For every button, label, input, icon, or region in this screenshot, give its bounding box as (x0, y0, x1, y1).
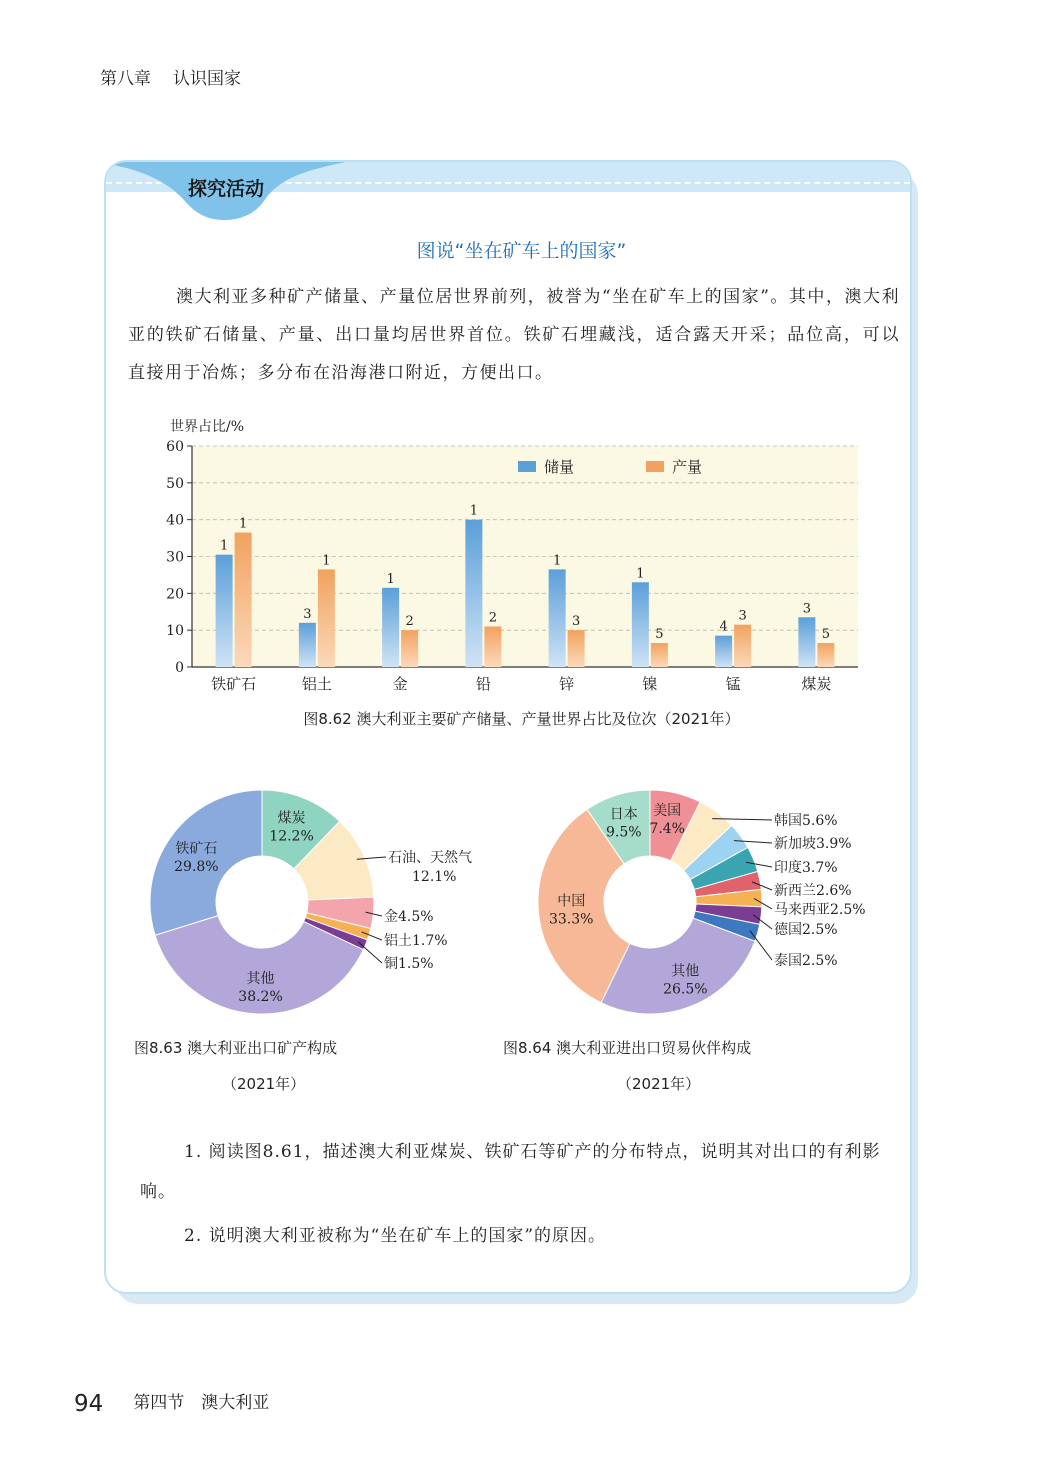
legend-label: 储量 (544, 458, 575, 476)
intro-paragraph (128, 278, 900, 392)
caption-fig862: 图8.62 澳大利亚主要矿产储量、产量世界占比及位次（2021年） (303, 710, 740, 728)
bar-rank-label: 4 (719, 619, 728, 635)
question-2-text: 2. 说明澳大利亚被称为“坐在矿车上的国家”的原因。 (184, 1226, 607, 1246)
slice-value-label: 38.2% (238, 988, 283, 1005)
y-tick-label: 10 (166, 623, 184, 640)
slice-name-label: 石油、天然气 (388, 850, 472, 866)
page-footer (74, 1388, 269, 1417)
paragraph-rest: 其中，澳大利亚的铁矿石储量、产量、出口量均居世界首位。铁矿石埋藏浅，适合露天开采；品位高，可以直接用于冶炼；多分布在沿海港口附近，方便出口。 (128, 287, 900, 383)
bar-reserve (715, 636, 732, 667)
slice-label: 马来西亚2.5% (774, 902, 866, 918)
caption-fig864-year: （2021年） (617, 1075, 701, 1093)
slice-value-label: 33.3% (548, 911, 594, 928)
donut-chart-fig864 (520, 780, 900, 1030)
slice-label: 泰国2.5% (774, 953, 838, 969)
bar-rank-label: 5 (821, 627, 831, 643)
x-tick-label: 金 (392, 675, 408, 693)
bar-production (235, 533, 252, 667)
legend-swatch (646, 461, 664, 472)
activity-label: 探究活动 (188, 178, 265, 200)
caption-fig863-year: （2021年） (222, 1075, 306, 1093)
slice-label: 韩国5.6% (774, 813, 838, 829)
slice-name-label: 煤炭 (277, 810, 306, 827)
paragraph-line-1: 澳大利亚多种矿产储量、产量位居世界前列，被誉为“坐在矿车上的国家”。 (176, 287, 789, 307)
bar-reserve (549, 569, 566, 667)
legend-label: 产量 (672, 458, 703, 476)
bar-production (401, 630, 418, 667)
slice-label: 新西兰2.6% (774, 883, 852, 899)
x-tick-label: 锰 (725, 675, 741, 693)
x-tick-label: 铝土 (301, 675, 332, 693)
x-tick-label: 铁矿石 (211, 675, 257, 693)
bar-reserve (216, 555, 233, 667)
y-tick-label: 60 (166, 439, 184, 455)
slice-label: 德国2.5% (774, 922, 838, 938)
question-1-text: 1. 阅读图8.61，描述澳大利亚煤炭、铁矿石等矿产的分布特点，说明其对出口的有利影响。 (140, 1142, 881, 1202)
slice-name-label: 其他 (671, 963, 700, 980)
bar-production (484, 626, 501, 667)
slice-value-label: 29.8% (174, 859, 219, 876)
slice-value-label: 9.5% (605, 824, 642, 841)
bar-rank-label: 2 (405, 614, 414, 630)
legend-swatch (518, 461, 536, 472)
x-tick-label: 锌 (559, 675, 575, 693)
bar-rank-label: 3 (738, 608, 747, 624)
chapter-title: 认识国家 (173, 69, 241, 89)
bar-rank-label: 5 (655, 627, 664, 643)
x-tick-label: 镍 (642, 675, 658, 693)
y-tick-label: 30 (166, 549, 184, 566)
slice-name-label: 其他 (246, 970, 275, 987)
slice-label: 新加坡3.9% (774, 836, 852, 852)
slice-name-label: 美国 (653, 803, 682, 820)
slice-value-label: 26.5% (663, 981, 708, 998)
bar-production (568, 630, 585, 667)
slice-value-label: 12.1% (412, 869, 457, 885)
bar-rank-label: 1 (386, 571, 395, 587)
y-tick-label: 50 (166, 475, 184, 492)
y-tick-label: 40 (166, 512, 184, 529)
slice-label: 铝土1.7% (384, 933, 448, 949)
y-axis-label: 世界占比/% (170, 419, 245, 435)
activity-title: 图说“坐在矿车上的国家” (416, 240, 627, 262)
bar-rank-label: 3 (303, 606, 312, 622)
slice-name-label: 日本 (609, 806, 638, 823)
bar-reserve (299, 623, 316, 667)
y-tick-label: 0 (175, 660, 184, 676)
bar-reserve (382, 588, 399, 667)
slice-value-label: 7.4% (649, 821, 685, 838)
bar-rank-label: 3 (802, 601, 812, 617)
page-number: 94 (74, 1391, 104, 1417)
slice-name-label: 中国 (557, 893, 586, 910)
running-header (100, 64, 241, 89)
bar-production (734, 625, 751, 667)
bar-production (651, 643, 668, 667)
bar-production (817, 643, 834, 667)
bar-rank-label: 1 (238, 516, 248, 532)
y-tick-label: 20 (166, 586, 184, 603)
x-tick-label: 煤炭 (801, 675, 832, 693)
bar-rank-label: 1 (469, 503, 479, 519)
footer-section: 第四节 澳大利亚 (133, 1393, 270, 1413)
x-tick-label: 铅 (475, 675, 491, 693)
slice-name-label: 铁矿石 (175, 841, 218, 858)
chapter-number: 第八章 (100, 69, 151, 89)
question-2 (140, 1216, 884, 1256)
question-1 (140, 1132, 884, 1212)
caption-fig863: 图8.63 澳大利亚出口矿产构成 (134, 1039, 338, 1057)
slice-label: 金4.5% (384, 909, 434, 925)
bar-production (318, 569, 335, 667)
bar-rank-label: 1 (636, 566, 645, 582)
slice-label: 铜1.5% (384, 956, 434, 972)
bar-reserve (465, 520, 482, 667)
slice-value-label: 12.2% (269, 828, 314, 845)
bar-rank-label: 3 (571, 614, 581, 630)
bar-chart-fig862 (160, 412, 880, 700)
donut-chart-fig863 (130, 780, 510, 1030)
caption-fig864: 图8.64 澳大利亚进出口贸易伙伴构成 (503, 1039, 752, 1057)
bar-rank-label: 2 (488, 610, 498, 626)
bar-reserve (798, 617, 815, 667)
bar-rank-label: 1 (219, 538, 229, 554)
bar-rank-label: 1 (322, 553, 331, 569)
bar-rank-label: 1 (552, 553, 562, 569)
bar-reserve (632, 582, 649, 667)
slice-label: 印度3.7% (774, 860, 838, 876)
